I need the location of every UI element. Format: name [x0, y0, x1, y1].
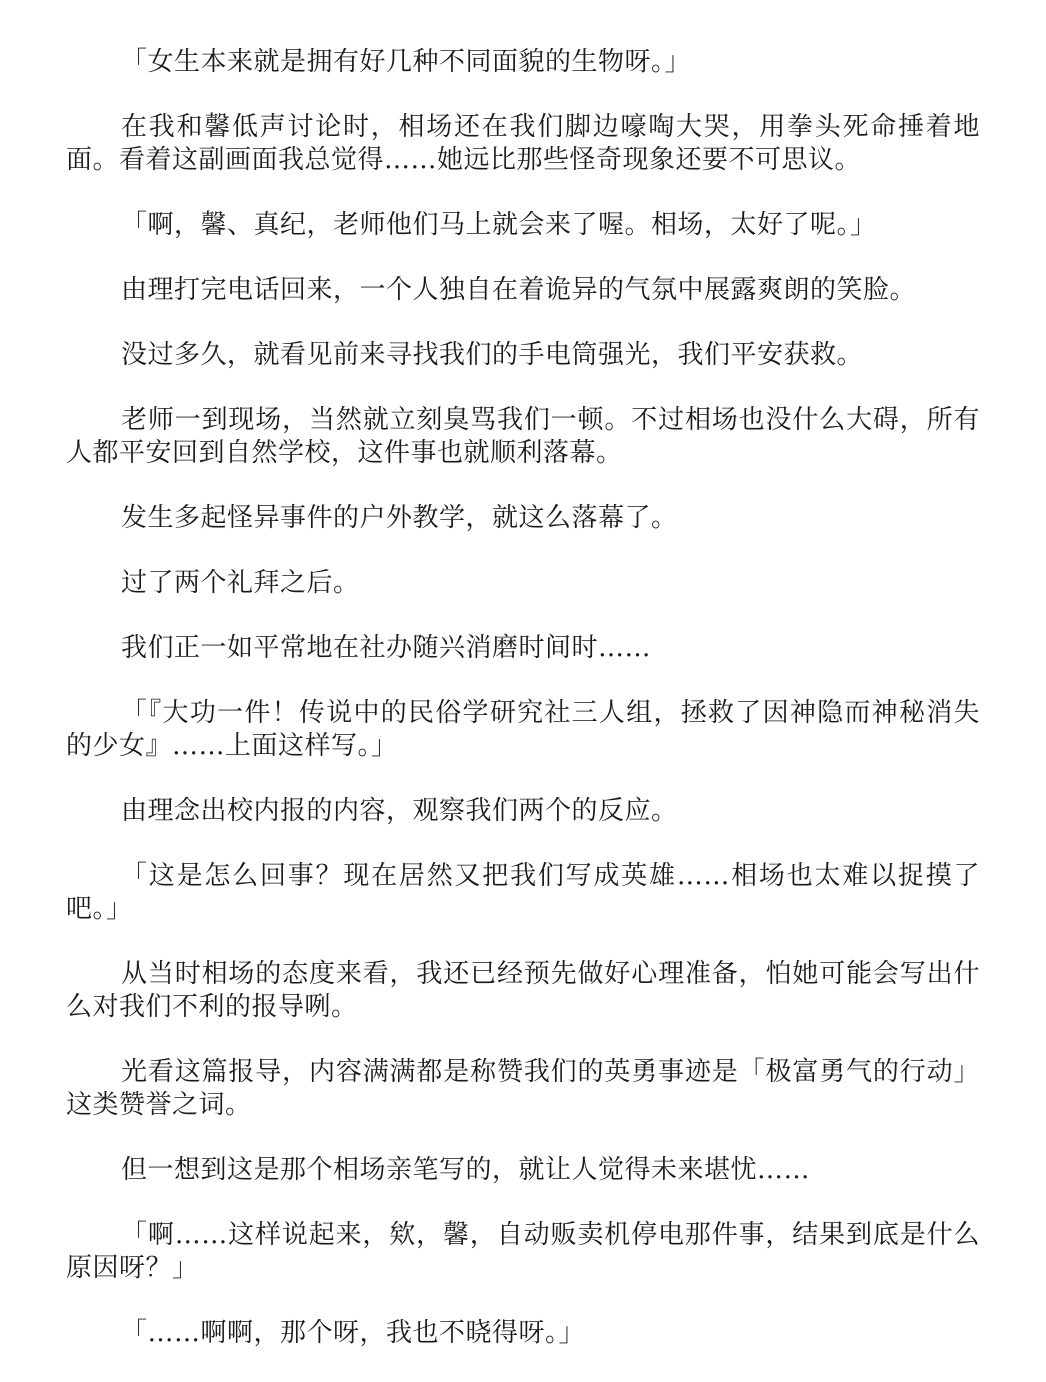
paragraph: 过了两个礼拜之后。 [121, 568, 360, 598]
paragraph: 「啊，馨、真纪，老师他们马上就会来了喔。相场，太好了呢。」 [121, 210, 877, 240]
paragraph: 从当时相场的态度来看，我还已经预先做好心理准备，怕她可能会写出什么对我们不利的报导咧。 [66, 959, 980, 1022]
paragraph: 没过多久，就看见前来寻找我们的手电筒强光，我们平安获救。 [121, 340, 864, 370]
paragraph: 「女生本来就是拥有好几种不同面貌的生物呀。」 [121, 47, 692, 77]
paragraph: 「这是怎么回事？现在居然又把我们写成英雄……相场也太难以捉摸了吧。」 [66, 861, 980, 924]
paragraph: 老师一到现场，当然就立刻臭骂我们一顿。不过相场也没什么大碍，所有人都平安回到自然学校，这件事也就顺利落幕。 [66, 405, 980, 468]
document-body [66, 46, 980, 1382]
paragraph: 发生多起怪异事件的户外教学，就这么落幕了。 [121, 503, 678, 533]
paragraph: 「啊……这样说起来，欸，馨，自动贩卖机停电那件事，结果到底是什么原因呀？」 [66, 1220, 980, 1283]
paragraph: 由理念出校内报的内容，观察我们两个的反应。 [121, 796, 678, 826]
paragraph: 由理打完电话回来，一个人独自在着诡异的气氛中展露爽朗的笑脸。 [121, 275, 917, 305]
paragraph: 在我和馨低声讨论时，相场还在我们脚边嚎啕大哭，用拳头死命捶着地面。看着这副画面我总觉得……她远比那些怪奇现象还要不可思议。 [66, 112, 980, 175]
paragraph: 「『大功一件！传说中的民俗学研究社三人组，拯救了因神隐而神秘消失的少女』……上面这样写。」 [66, 698, 980, 761]
paragraph: 我们正一如平常地在社办随兴消磨时间时…… [121, 633, 652, 663]
paragraph: 「……啊啊，那个呀，我也不晓得呀。」 [121, 1318, 586, 1348]
paragraph: 光看这篇报导，内容满满都是称赞我们的英勇事迹是「极富勇气的行动」这类赞誉之词。 [66, 1057, 980, 1120]
paragraph: 但一想到这是那个相场亲笔写的，就让人觉得未来堪忧…… [121, 1155, 811, 1185]
